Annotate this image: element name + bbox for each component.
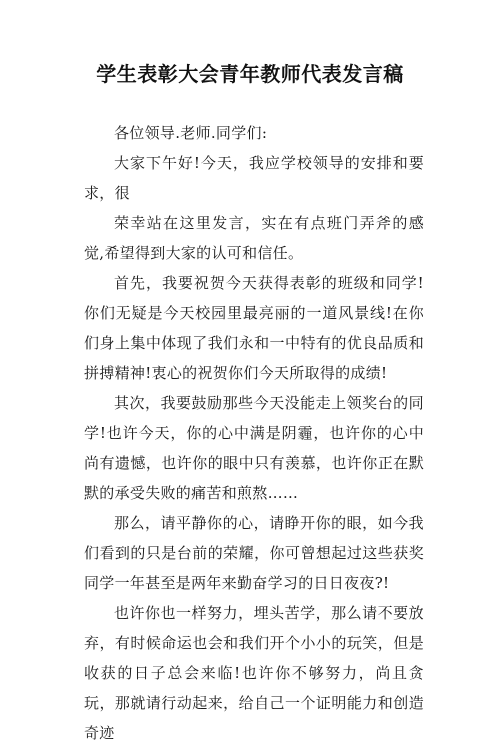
paragraph-honor: 荣幸站在这里发言，实在有点班门弄斧的感觉,希望得到大家的认可和信任。: [84, 214, 424, 262]
paragraph-salutation: 各位领导.老师.同学们:: [114, 124, 268, 142]
paragraph-encouragement: 其次，我要鼓励那些今天没能走上领奖台的同学!也许今天，你的心中满是阴霾，也许你的心中尚有遗憾，也许你的眼中只有羡慕，也许你正在默默的承受失败的痛苦和煎熬……: [84, 394, 424, 502]
page-title: 学生表彰大会青年教师代表发言稿: [96, 62, 404, 86]
paragraph-reflection: 那么，请平静你的心，请睁开你的眼，如今我们看到的只是台前的荣耀，你可曾想起过这些获奖同学一年甚至是两年来勤奋学习的日日夜夜?!: [84, 514, 424, 592]
paragraph-greeting: 大家下午好!今天，我应学校领导的安排和要求，很: [84, 154, 424, 202]
speech-body: [84, 118, 424, 748]
paragraph-perseverance: 也许你也一样努力，埋头苦学，那么请不要放弃，有时候命运也会和我们开个小小的玩笑，但是收获的日子总会来临!也许你不够努力，尚且贪玩，那就请行动起来，给自己一个证明能力和创造奇迹: [84, 604, 424, 742]
paragraph-congratulations: 首先，我要祝贺今天获得表彰的班级和同学!你们无疑是今天校园里最亮丽的一道风景线!在你们身上集中体现了我们永和一中特有的优良品质和拼搏精神!衷心的祝贺你们今天所取得的成绩!: [84, 274, 424, 382]
